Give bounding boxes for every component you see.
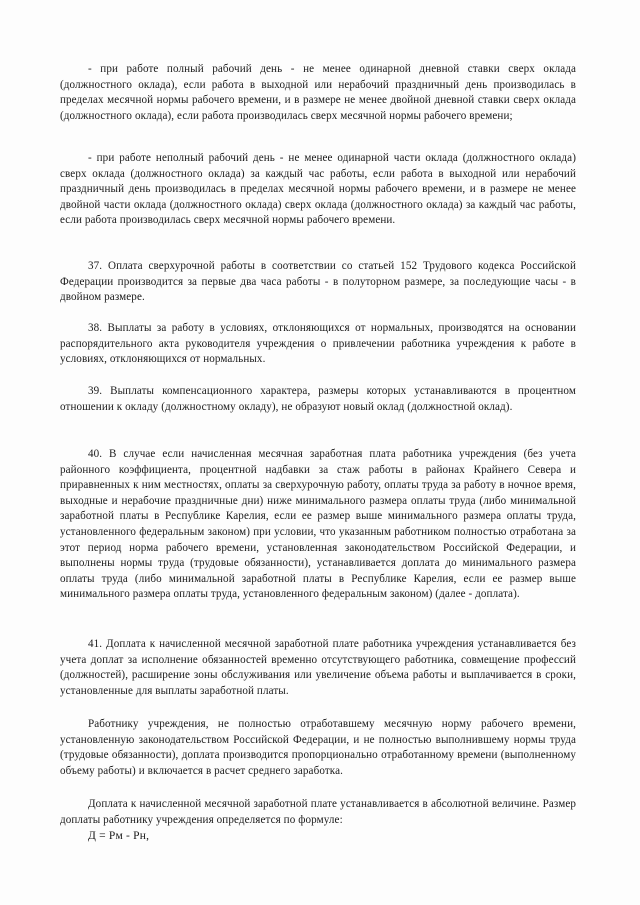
paragraph-formula-intro: Доплата к начисленной месячной заработной плате устанавливается в абсолютной величине. Размер доплаты работнику учреждения определяется по формуле: [60, 798, 576, 826]
paragraph-partial-norm: Работнику учреждения, не полностью отработавшему месячную норму рабочего времени, установленную законодательством Российской Федерации, и не полностью выполнившему нормы труда (трудовые обязанности), доплата производится пропорционально отработанному времени (выполненному объему работы) и включается в расчет среднего заработка. [60, 718, 576, 777]
paragraph-full-day-work: - при работе полный рабочий день - не менее одинарной дневной ставки сверх оклада (должностного оклада), если работа в выходной или нерабочий праздничный день производилась в пределах месячной нормы рабочего времени, и в размере не менее двойной дневной ставки сверх оклада (должностного оклада), если работа производилась сверх месячной нормы рабочего времени; [60, 63, 576, 122]
formula: Д = Рм - Рн, [88, 830, 150, 842]
paragraph-39-compensation-payments: 39. Выплаты компенсационного характера, размеры которых устанавливаются в процентном отношении к окладу (должностному окладу), не образуют новый оклад (должностной оклад). [60, 385, 576, 413]
paragraph-40-minimum-wage: 40. В случае если начисленная месячная заработная плата работника учреждения (без учета районного коэффициента, процентной надбавки за стаж работы в районах Крайнего Севера и приравненных к ним местностях, оплаты за сверхурочную работу, оплаты труда за работу в ночное время, выходные и нерабочие праздничные дни) ниже минимального размера оплаты труда (либо минимальной заработной платы в Республике Карелия, если ее размер выше минимального размера оплаты труда, установленного федеральным законом) при условии, что указанным работником полностью отработана за этот период норма рабочего времени, установленная законодательством Российской Федерации, и выполнены нормы труда (трудовые обязанности), устанавливается доплата до минимального размера оплаты труда (либо минимальной заработной платы в Республике Карелия, если ее размер выше минимального размера оплаты труда, установленного федеральным законом) (далее - доплата). [60, 448, 576, 601]
paragraph-37-overtime: 37. Оплата сверхурочной работы в соответствии со статьей 152 Трудового кодекса Российской Федерации производится за первые два часа работы - в полуторном размере, за последующие часы - в двойном размере. [60, 260, 576, 304]
paragraph-part-day-work: - при работе неполный рабочий день - не менее одинарной части оклада (должностного оклада) сверх оклада (должностного оклада) за каждый час работы, если работа в выходной или нерабочий праздничный день производилась в пределах месячной нормы рабочего времени, и в размере не менее двойной части оклада (должностного оклада) сверх оклада (должностного оклада) за каждый час работы, если работа производилась сверх месячной нормы рабочего времени. [60, 152, 576, 227]
paragraph-38-abnormal-conditions: 38. Выплаты за работу в условиях, отклоняющихся от нормальных, производятся на основании распорядительного акта руководителя учреждения о привлечении работника учреждения к работе в условиях, отклоняющихся от нормальных. [60, 322, 576, 366]
paragraph-41-supplement: 41. Доплата к начисленной месячной заработной плате работника учреждения устанавливается без учета доплат за исполнение обязанностей временно отсутствующего работника, совмещение профессий (должностей), расширение зоны обслуживания или увеличение объема работы и выплачивается в сроки, установленные для выплаты заработной платы. [60, 638, 576, 697]
